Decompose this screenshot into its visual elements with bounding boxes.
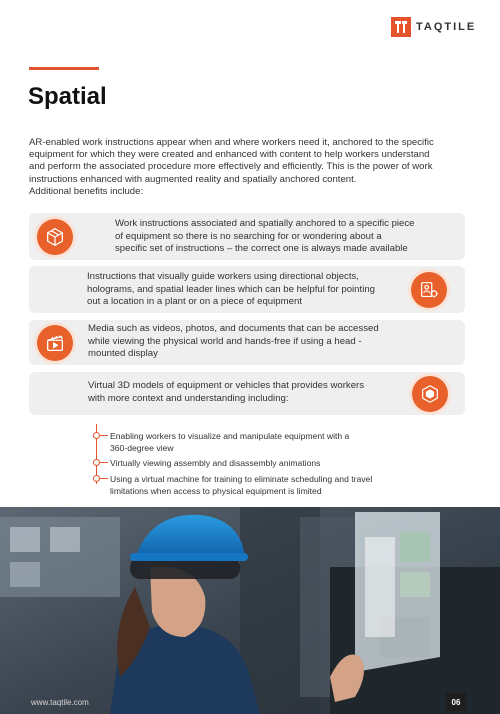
directions-hologram-icon — [411, 272, 447, 308]
intro-line: Additional benefits include: — [29, 185, 144, 197]
media-clapper-icon — [37, 325, 73, 361]
benefit-text — [88, 380, 418, 405]
sublist-bullet-icon — [93, 432, 100, 439]
benefit-line: Work instructions associated and spatially anchored to a specific piece — [115, 218, 415, 229]
sublist-bullet-icon — [93, 475, 100, 482]
taqtile-logo — [391, 17, 476, 37]
intro-line: AR-enabled work instructions appear when and where workers need it, anchored to the specific — [29, 137, 434, 148]
benefit-line: out a location in a plant or on a piece of equipment — [87, 296, 302, 308]
benefit-line: mounted display — [88, 348, 158, 360]
intro-line: and perform the associated procedure more effectively and efficiently. This is the power of work — [29, 161, 433, 173]
page-number: 06 — [446, 693, 466, 711]
benefit-text — [115, 218, 455, 256]
intro-line: equipment for which they were created and enhanced with content to help workers understand — [29, 149, 430, 161]
benefit-text — [87, 271, 407, 309]
sublist-item — [110, 458, 410, 470]
worker-ar-photo — [0, 507, 500, 714]
benefit-line: with more context and understanding including: — [88, 392, 289, 404]
sublist-line: limitations when access to physical equipment is limited — [110, 485, 322, 496]
page-title: Spatial — [28, 83, 107, 110]
sublist-bullet-icon — [93, 459, 100, 466]
sublist-line: 360-degree view — [110, 442, 174, 453]
benefit-line: Virtual 3D models of equipment or vehicles that provides workers — [88, 380, 365, 391]
benefit-text — [88, 323, 428, 361]
benefit-line: Media such as videos, photos, and documents that can be accessed — [88, 323, 379, 334]
worker-ar-illustration — [0, 507, 500, 714]
benefit-line: Instructions that visually guide workers using directional objects, — [87, 271, 359, 282]
benefit-line: while viewing the physical world and hands-free if using a head - — [88, 335, 362, 347]
benefit-line: holograms, and spatial leader lines which can be helpful for pointing — [87, 283, 375, 295]
benefit-line: of equipment so there is no searching for or wondering about a — [115, 230, 382, 242]
title-accent-line — [29, 67, 99, 70]
benefit-line: specific set of instructions – the correct one is always made available — [115, 243, 408, 255]
sublist-line: Enabling workers to visualize and manipulate equipment with a — [110, 431, 350, 441]
sublist-item — [110, 474, 410, 497]
cube-icon — [37, 219, 73, 255]
intro-paragraph — [29, 137, 472, 198]
sublist-line: Using a virtual machine for training to eliminate scheduling and travel — [110, 474, 373, 484]
intro-line: instructions enhanced with augmented reality and spatially anchored content. — [29, 173, 357, 185]
sublist-item — [110, 431, 410, 454]
brand-name: TAQTILE — [416, 21, 477, 33]
footer-website-url[interactable]: www.taqtile.com — [31, 698, 89, 707]
sublist-line: Virtually viewing assembly and disassembly animations — [110, 458, 321, 468]
taqtile-logo-icon — [391, 17, 411, 37]
